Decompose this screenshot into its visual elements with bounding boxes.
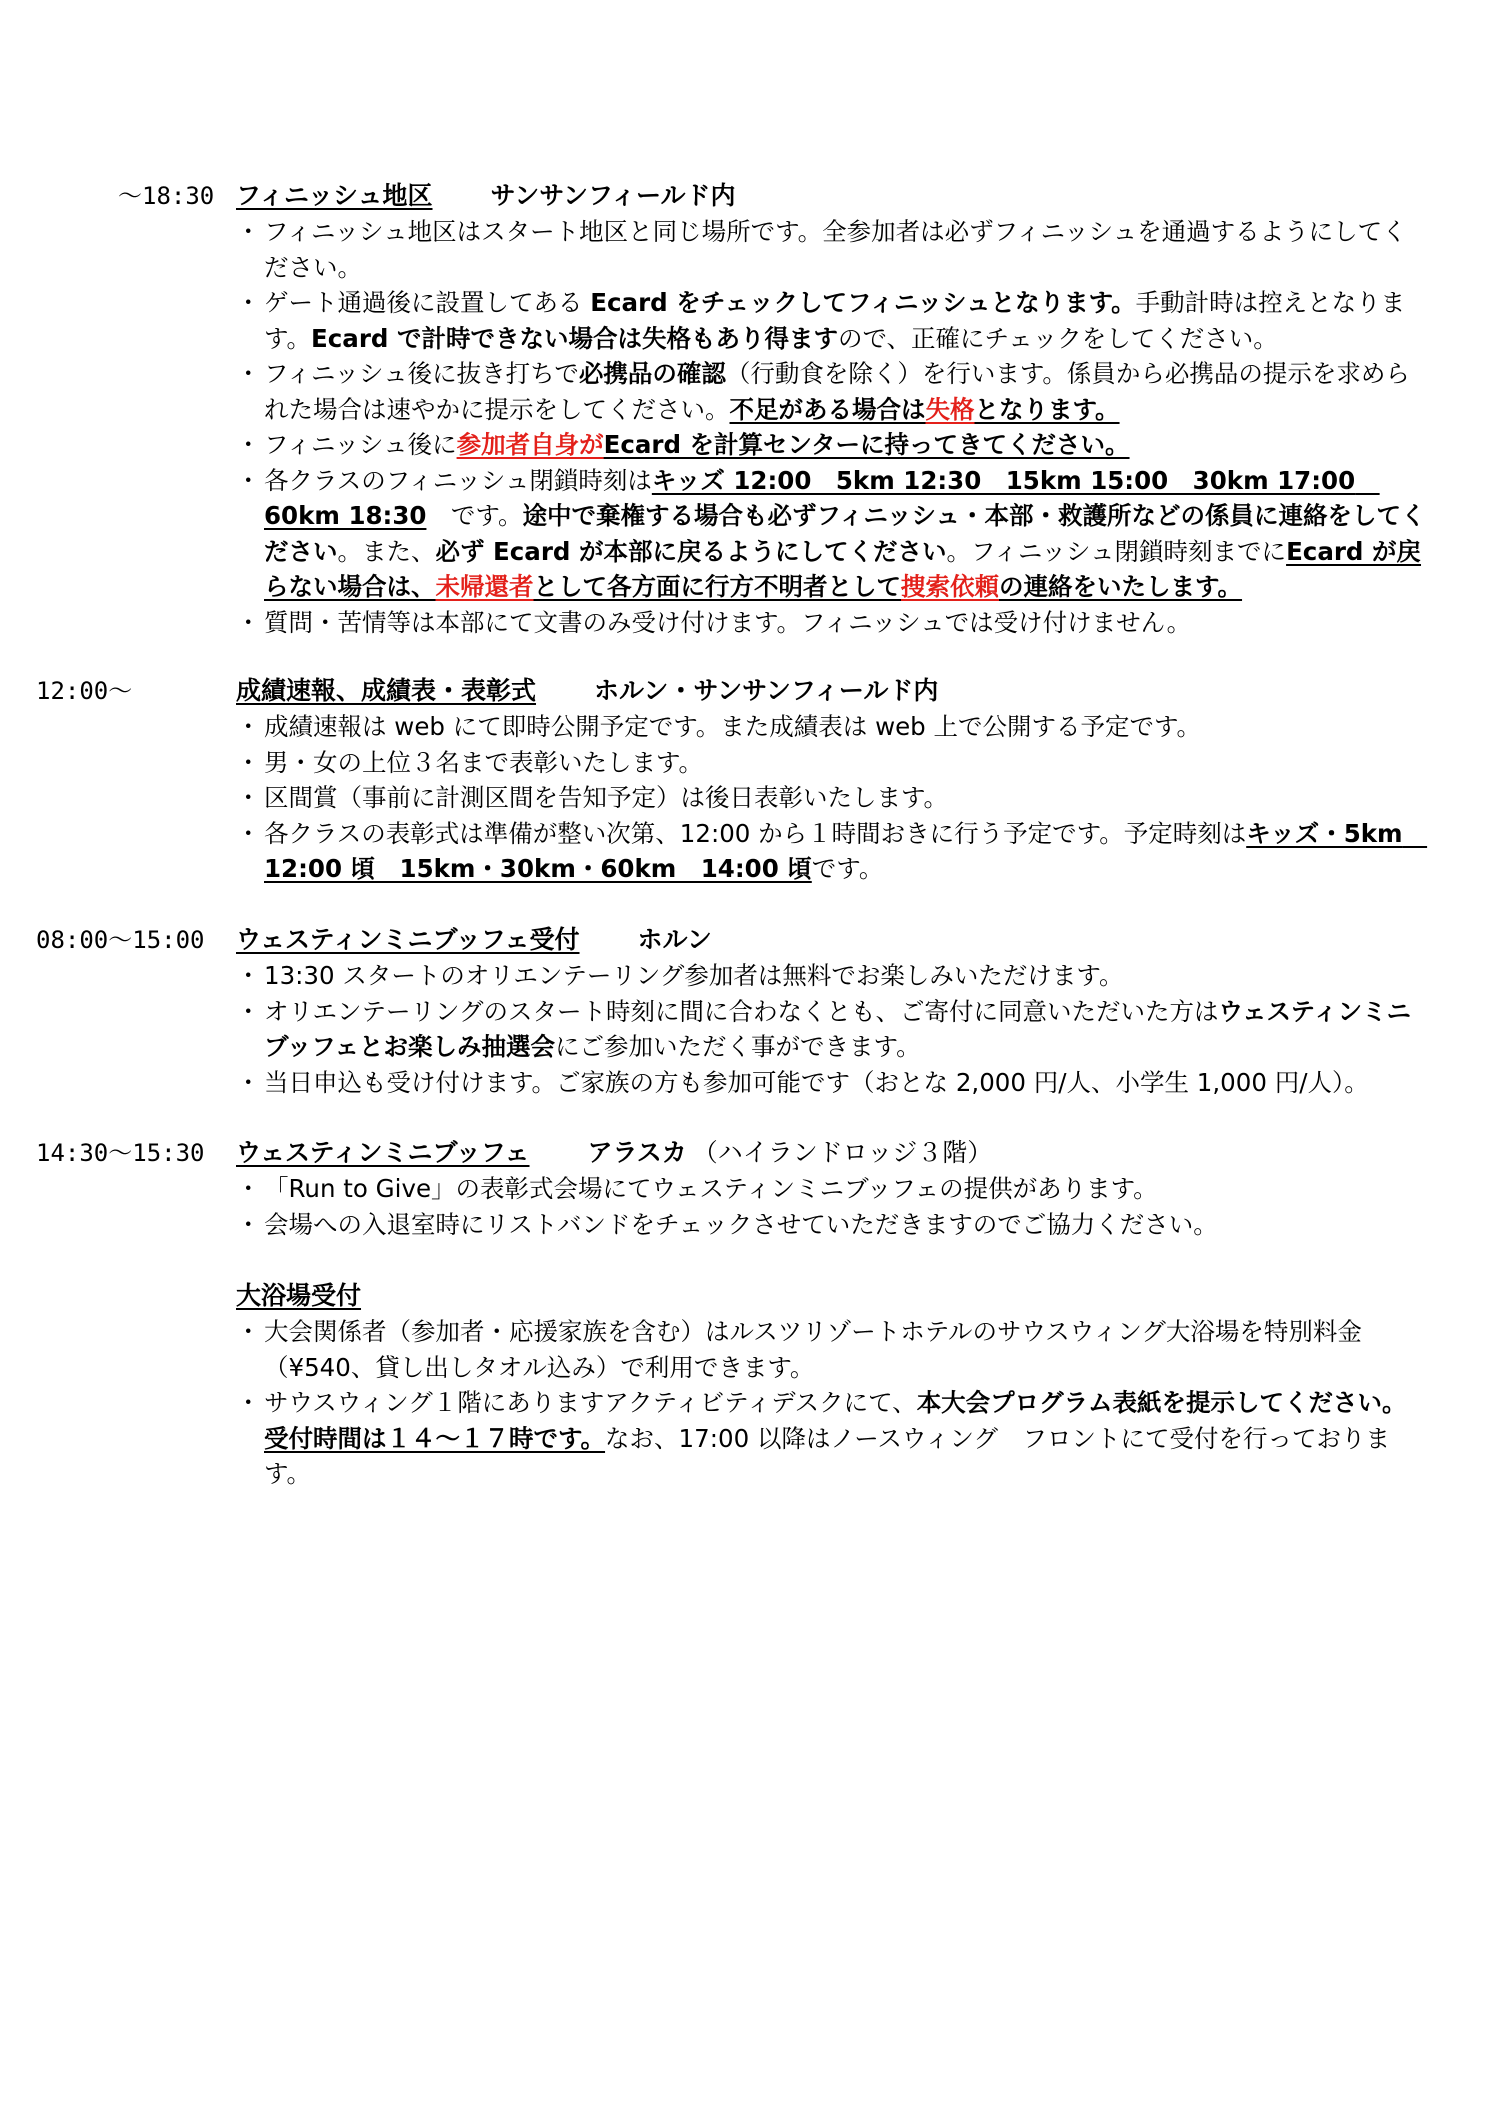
- section-body: [236, 1171, 1426, 1242]
- list-item: ・ 区間賞（事前に計測区間を告知予定）は後日表彰いたします。: [236, 780, 1426, 816]
- text: 手動計時は控えとなります。: [264, 288, 1406, 353]
- emphasis-text: Ecard で計時できない場合は失格もあり得ます: [311, 323, 838, 353]
- text: ゲート通過後に設置してある: [264, 288, 583, 317]
- text: 各クラスの表彰式は準備が整い次第、12:00 から１時間おきに行う予定です。予定時刻は: [264, 818, 1247, 848]
- section-body: [236, 709, 1426, 887]
- list-item: ・ 男・女の上位３名まで表彰いたします。: [236, 745, 1426, 781]
- red-emphasis-text: 未帰還者: [435, 572, 534, 601]
- section-title: 大浴場受付: [236, 1281, 362, 1310]
- list-item: [236, 427, 1426, 463]
- text: です。: [811, 854, 884, 883]
- text: 各クラスのフィニッシュ閉鎖時刻は: [264, 465, 652, 495]
- red-emphasis-text: 失格: [925, 394, 975, 424]
- list-item: [236, 816, 1426, 887]
- emphasis-text: ウェスティンミニブッフェとお楽しみ抽選会: [264, 996, 1412, 1061]
- section-location: ホルン・サンサンフィールド内: [594, 676, 939, 705]
- section-title: フィニッシュ地区: [236, 181, 433, 210]
- text: ので、正確にチェックをしてください。: [838, 323, 1278, 353]
- section-title: ウェスティンミニブッフェ: [236, 1138, 530, 1167]
- list-item: [236, 356, 1426, 427]
- text: にご参加いただく事ができます。: [555, 1032, 921, 1061]
- emphasis-text: 必携品の確認: [578, 359, 726, 388]
- text: 。フィニッシュ閉鎖時刻までに: [946, 536, 1287, 566]
- section-body: [236, 1314, 1426, 1492]
- emphasis-text: の連絡をいたします。: [999, 572, 1243, 601]
- list-item: ・ 質問・苦情等は本部にて文書のみ受け付けます。フィニッシュでは受け付けません。: [236, 605, 1426, 641]
- emphasis-text: 途中で棄権する場合も必ずフィニッシュ・本部・救護所などの係員に連絡をしてください: [264, 501, 1426, 566]
- section-body: [236, 214, 1426, 640]
- text: です。: [426, 501, 523, 530]
- list-item: [236, 463, 1426, 605]
- section-body: [236, 958, 1426, 1100]
- emphasis-text: として各方面に行方不明者として: [533, 572, 901, 601]
- text: なお、17:00 以降はノースウィング フロントにて受付を行っております。: [264, 1423, 1391, 1488]
- list-item: [236, 285, 1426, 356]
- text: フィニッシュ後に: [264, 430, 457, 459]
- section-location: サンサンフィールド内: [490, 181, 736, 210]
- red-emphasis-text: 参加者自身が: [456, 430, 604, 459]
- text: （行動食を除く）を行います。係員から必携品の提示を求められた場合は速やかに提示をしてください。: [264, 359, 1410, 424]
- closing-times: キッズ 12:00 5km 12:30 15km 15:00 30km 17:00 60km 18:30: [264, 465, 1380, 530]
- text: フィニッシュ後に抜き打ちで: [264, 359, 579, 388]
- section-time: ～18:30: [118, 182, 215, 210]
- award-times: キッズ・5km 12:00 頃 15km・30km・60km 14:00 頃: [264, 818, 1428, 883]
- emphasis-text: 不足がある場合は: [729, 394, 926, 424]
- emphasis-text: Ecard をチェックしてフィニッシュとなります。: [590, 288, 1136, 317]
- section-time: 08:00～15:00: [36, 926, 205, 954]
- text: オリエンテーリングのスタート時刻に間に合わなくとも、ご寄付に同意いただいた方は: [264, 996, 1219, 1026]
- section-location: ホルン: [637, 925, 712, 954]
- text: サウスウィング１階にありますアクティビティデスクにて、: [264, 1388, 917, 1417]
- section-time: 12:00～: [36, 677, 133, 705]
- section-location: アラスカ: [587, 1138, 687, 1167]
- list-item: [236, 1385, 1426, 1492]
- section-title: 成績速報、成績表・表彰式: [236, 676, 537, 705]
- section-heading: [236, 178, 736, 214]
- section-heading: [236, 1278, 361, 1314]
- section-title: ウェスティンミニブッフェ受付: [236, 925, 580, 954]
- section-sublocation: （ハイランドロッジ３階）: [692, 1138, 993, 1167]
- emphasis-text: となります。: [974, 394, 1120, 424]
- section-heading: [236, 922, 712, 958]
- list-item: ・ フィニッシュ地区はスタート地区と同じ場所です。全参加者は必ずフィニッシュを通過するようにしてください。: [236, 214, 1426, 285]
- text: 。また、: [337, 536, 436, 566]
- list-item: ・ 13:30 スタートのオリエンテーリング参加者は無料でお楽しみいただけます。: [236, 958, 1426, 994]
- section-heading: [236, 673, 938, 709]
- section-time: 14:30～15:30: [36, 1139, 205, 1167]
- emphasis-text: 本大会プログラム表紙を提示してください。: [916, 1388, 1407, 1417]
- emphasis-text: 受付時間は１４～１７時です。: [264, 1423, 606, 1453]
- emphasis-text: Ecard を計算センターに持ってきてください。: [603, 430, 1130, 459]
- list-item: ・ 成績速報は web にて即時公開予定です。また成績表は web 上で公開する予定です。: [236, 709, 1426, 745]
- emphasis-text: 必ず Ecard が本部に戻るようにしてください: [435, 536, 947, 566]
- list-item: ・ 会場への入退室時にリストバンドをチェックさせていただきますのでご協力ください。: [236, 1207, 1426, 1243]
- list-item: ・ 当日申込も受け付けます。ご家族の方も参加可能です（おとな 2,000 円/人、小学生 1,000 円/人）。: [236, 1065, 1426, 1101]
- list-item: ・ 大会関係者（参加者・応援家族を含む）はルスツリゾートホテルのサウスウィング大浴場を特別料金（¥540、貸し出しタオル込み）で利用できます。: [236, 1314, 1426, 1385]
- list-item: ・ 「Run to Give」の表彰式会場にてウェスティンミニブッフェの提供があります。: [236, 1171, 1426, 1207]
- list-item: [236, 994, 1426, 1065]
- section-heading: [236, 1135, 992, 1171]
- red-emphasis-text: 捜索依頼: [901, 572, 999, 601]
- emphasis-text: Ecard が戻らない場合は、: [264, 536, 1422, 601]
